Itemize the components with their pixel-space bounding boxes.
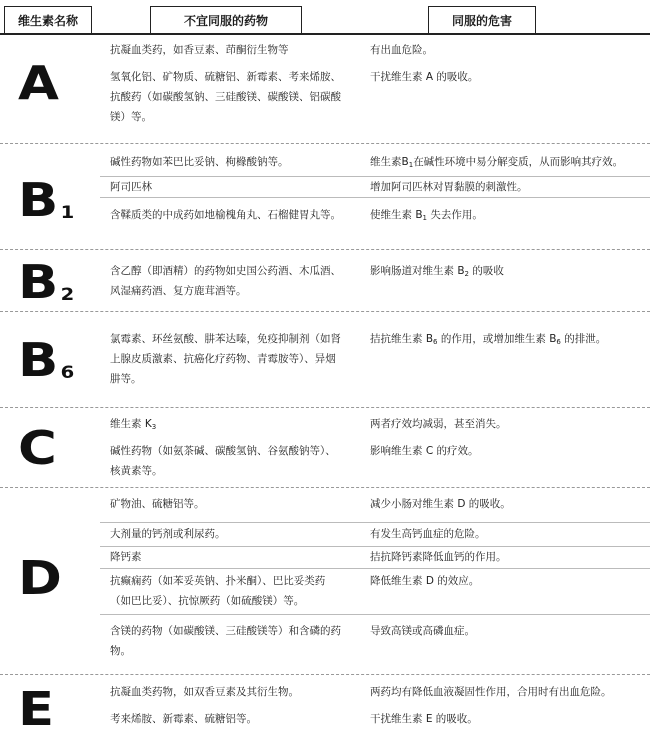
drug-cell: 氯霉素、环丝氨酸、肼苯达嗪，免疫抑制剂（如肾上腺皮质激素、抗癌化疗药物、青霉胺等）、异烟肼等。 xyxy=(110,333,341,385)
vitamin-b6-label: B $_6$ xyxy=(18,333,75,387)
subscript: 6 xyxy=(556,338,561,346)
header-harm: 同服的危害 xyxy=(428,6,536,34)
vitamin-e-label: E xyxy=(18,682,55,736)
drug-cell: 碱性药物如苯巴比妥钠、枸橼酸钠等。 xyxy=(110,156,289,168)
drug-cell: 阿司匹林 xyxy=(110,181,152,193)
vitamin-a-label: A xyxy=(18,56,59,110)
subscript: 1 xyxy=(408,161,414,169)
drug-cell: 含镁的药物（如碳酸镁、三硅酸镁等）和含磷的药物。 xyxy=(110,625,341,657)
harm-cell: 干扰维生素 A 的吸收。 xyxy=(370,71,479,83)
harm-cell: 减少小肠对维生素 D 的吸收。 xyxy=(370,498,511,510)
harm-cell: 有发生高钙血症的危险。 xyxy=(370,528,486,540)
section-divider xyxy=(0,249,650,250)
subscript: 2 xyxy=(60,285,75,305)
section-divider xyxy=(0,487,650,488)
header-incompatible-drugs: 不宜同服的药物 xyxy=(150,6,302,34)
harm-cell: 影响肠道对维生素 B2 的吸收 xyxy=(370,265,504,278)
subscript: 6 xyxy=(433,338,438,346)
vitamin-d-label: D xyxy=(18,551,62,605)
drug-cell: 含乙醇（即酒精）的药物如史国公药酒、木瓜酒、风湿痛药酒、复方鹿茸酒等。 xyxy=(110,265,341,297)
drug-cell: 抗凝血类药，如香豆素、茚酮衍生物等 xyxy=(110,44,289,56)
harm-cell: 增加阿司匹林对胃黏膜的刺激性。 xyxy=(370,181,528,193)
section-divider xyxy=(0,674,650,675)
subscript: 1 xyxy=(60,203,75,223)
drug-cell: 降钙素 xyxy=(110,551,142,563)
drug-cell: 矿物油、硫糖铝等。 xyxy=(110,498,205,510)
drug-cell: 碱性药物（如氨茶碱、碳酸氢钠、谷氨酸钠等）、核黄素等。 xyxy=(110,445,336,477)
subscript: 2 xyxy=(464,270,470,278)
harm-cell: 降低维生素 D 的效应。 xyxy=(370,575,480,587)
harm-cell: 影响维生素 C 的疗效。 xyxy=(370,445,479,457)
drug-cell: 含鞣质类的中成药如地榆槐角丸、石榴健胃丸等。 xyxy=(110,209,341,221)
vitamin-b1-label: B $_1$ xyxy=(18,173,75,227)
vitamin-b2-label: B $_2$ xyxy=(18,255,75,309)
harm-cell: 干扰维生素 E 的吸收。 xyxy=(370,713,478,725)
drug-cell: 抗凝血类药物，如双香豆素及其衍生物。 xyxy=(110,686,299,698)
harm-cell: 有出血危险。 xyxy=(370,44,433,56)
vitamin-c-label: C xyxy=(18,421,57,475)
harm-cell: 拮抗维生素 B6 的作用，或增加维生素 B6 的排泄。 xyxy=(370,333,607,346)
section-divider xyxy=(0,407,650,408)
drug-cell: 大剂量的钙剂或利尿药。 xyxy=(110,528,226,540)
section-divider xyxy=(0,311,650,312)
drug-cell: 维生素 K3 xyxy=(110,418,157,431)
harm-cell: 拮抗降钙素降低血钙的作用。 xyxy=(370,551,507,563)
harm-cell: 导致高镁或高磷血症。 xyxy=(370,625,475,637)
drug-cell: 抗癫痫药（如苯妥英钠、扑米酮）、巴比妥类药（如巴比妥）、抗惊厥药（如硫酸镁）等。 xyxy=(110,575,326,607)
subscript: 6 xyxy=(60,363,75,383)
subscript: 3 xyxy=(151,423,157,431)
drug-cell: 氢氧化铝、矿物质、硫糖铝、新霉素、考来烯胺、抗酸药（如碳酸氢钠、三硅酸镁、碳酸镁、铝碳酸镁）等。 xyxy=(110,71,341,123)
row-divider xyxy=(100,614,650,615)
harm-cell: 两者疗效均减弱，甚至消失。 xyxy=(370,418,507,430)
section-divider xyxy=(0,143,650,144)
harm-cell: 使维生素 B1 失去作用。 xyxy=(370,209,483,222)
row-divider xyxy=(100,568,650,569)
harm-cell: 两药均有降低血液凝固性作用，合用时有出血危险。 xyxy=(370,686,612,698)
row-divider xyxy=(100,197,650,198)
header-vitamin-name: 维生素名称 xyxy=(4,6,92,34)
subscript: 1 xyxy=(422,214,428,222)
harm-cell: 维生素B1在碱性环境中易分解变质，从而影响其疗效。 xyxy=(370,156,624,169)
drug-cell: 考来烯胺、新霉素、硫糖铝等。 xyxy=(110,713,257,725)
row-divider xyxy=(100,522,650,523)
header-rule xyxy=(0,33,650,35)
